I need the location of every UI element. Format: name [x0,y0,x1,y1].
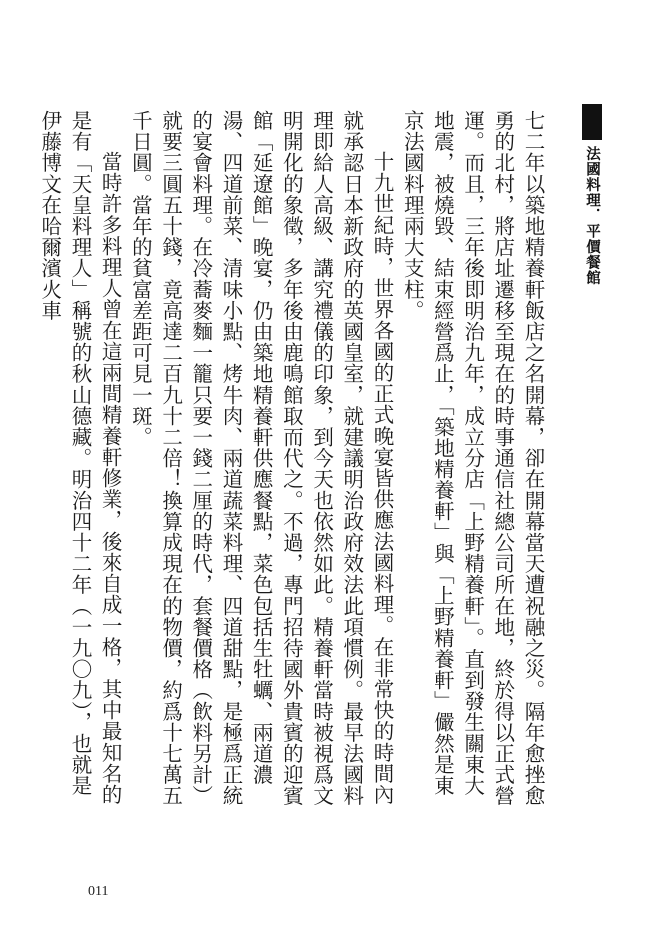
running-header-title: 法國料理．平價餐館 [584,146,600,286]
paragraph-1: 七二年以築地精養軒飯店之名開幕，卻在開幕當天遭祝融之災。隔年愈挫愈勇的北村，將店址遷移至現在的時事通信社總公司所在地，終於得以正式營運。而且，三年後即明治九年，成立分店「上野精養軒」。直到發生關東大地震，被燒毀、結束經營爲止，「築地精養軒」與「上野精養軒」儼然是東京法國料理兩大支柱。 [400,110,545,807]
paragraph-3: 當時許多料理人曾在這兩間精養軒修業，後來自成一格，其中最知名的是有「天皇料理人」稱號的秋山德藏。明治四十二年（一九〇九），也就是伊藤博文在哈爾濱火車 [37,110,123,806]
page-number: 011 [88,884,109,899]
body-text [37,110,548,810]
chapter-marker-block [582,104,602,140]
paragraph-2: 十九世紀時，世界各國的正式晚宴皆供應法國料理。在非常快的時間內就承認日本新政府的英國皇室，就建議明治政府效法此項慣例。最早法國料理即給人高級、講究禮儀的印象，到今天也依然如此。精養軒當時被視爲文明開化的象徵，多年後由鹿鳴館取而代之。不過，專門招待國外貴賓的迎賓館「延遼館」晚宴，仍由築地精養軒供應餐點，菜色包括生牡蠣、兩道濃湯、四道前菜、清味小點、烤牛肉、兩道蔬菜料理、四道甜點，是極爲正統的宴會料理。在冷蕎麥麵一籠只要一錢二厘的時代，套餐價格（飲料另計）就要三圓五十錢，竟高達二百九十二倍！換算成現在的物價，約爲十七萬五千日圓。當年的貧富差距可見一斑。 [128,110,394,807]
